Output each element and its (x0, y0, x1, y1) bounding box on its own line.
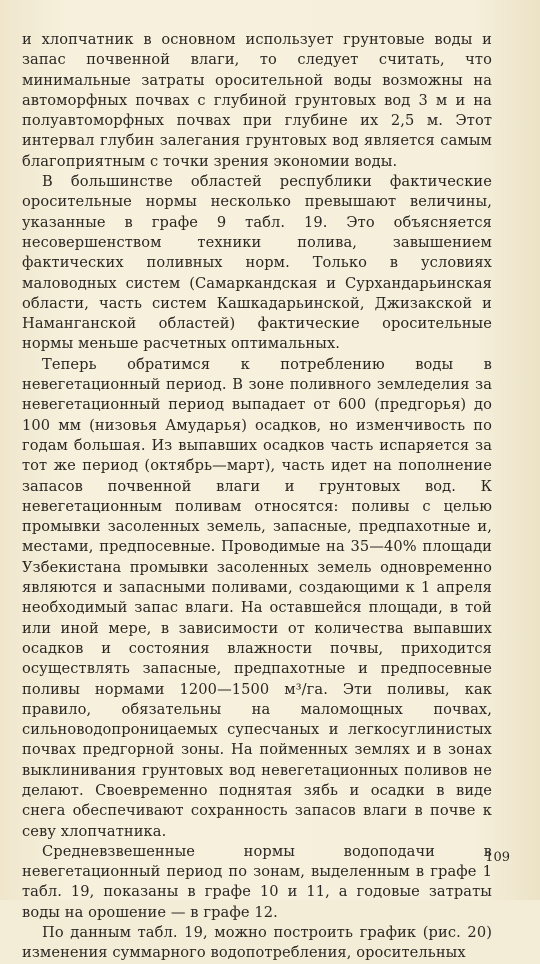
paragraph-1: и хлопчатник в основном использует грунтовые воды и запас почвенной влаги, то следует считать, что минимальные затраты оросительной воды возможны на автоморфных почвах с глубиной грунтовых вод 3 м и на полуавтоморфных почвах при глубине их 2,5 м. Этот интервал глубин залегания грунтовых вод является самым благоприятным с точки зрения экономии воды. (22, 31, 492, 170)
paragraph-3: Теперь обратимся к потреблению воды в невегетационный период. В зоне поливного земледелия за невегетационный период выпадает от 600 (предгорья) до 100 мм (низовья Амударья) осадков, но изменчивость по годам большая. Из выпавших осадков часть испаряется за тот же период (октябрь—март), часть идет на пополнение запасов почвенной влаги и грунтовых вод. К невегетационным поливам относятся: поливы с целью промывки засоленных земель, запасные, предпахотные и, местами, предпосевные. Проводимые на 35—40% площади Узбекистана промывки засоленных земель одновременно являются и запасными поливами, создающими к 1 апреля необходимый запас влаги. На оставшейся площади, в той или иной мере, в зависимости от количества выпавших осадков и состояния влажности почвы, приходится осуществлять запасные, предпахотные и предпосевные поливы нормами 1200—1500 м³/га. Эти поливы, как правило, обязательны на маломощных почвах, сильноводопроницаемых супесчаных и легкосуглинистых почвах предгорной зоны. На пойменных землях и в зонах выклинивания грунтовых вод невегетационных поливов не делают. Своевременно поднятая зябь и осадки в виде снега обеспечивают сохранность запасов влаги в почве к севу хлопчатника. (22, 355, 492, 840)
paragraph-5: По данным табл. 19, можно построить график (рис. 20) изменения суммарного водопотребления, оросительных (22, 924, 492, 962)
paragraph-2: В большинстве областей республики фактические оросительные нормы несколько превышают величины, указанные в графе 9 табл. 19. Это объясняется несовершенством техники полива, завышением фактических поливных норм. Только в условиях маловодных систем (Самаркандская и Сурхандарьинская области, часть систем Кашкадарьинской, Джизакской и Наманганской областей) фактические оросительные нормы меньше расчетных оптимальных. (22, 173, 492, 353)
body-text (22, 30, 492, 964)
paragraph-4: Средневзвешенные нормы водоподачи в невегетационный период по зонам, выделенным в графе 1 табл. 19, показаны в графе 10 и 11, а годовые затраты воды на орошение — в графе 12. (22, 842, 492, 921)
page-number: 109 (485, 850, 510, 865)
